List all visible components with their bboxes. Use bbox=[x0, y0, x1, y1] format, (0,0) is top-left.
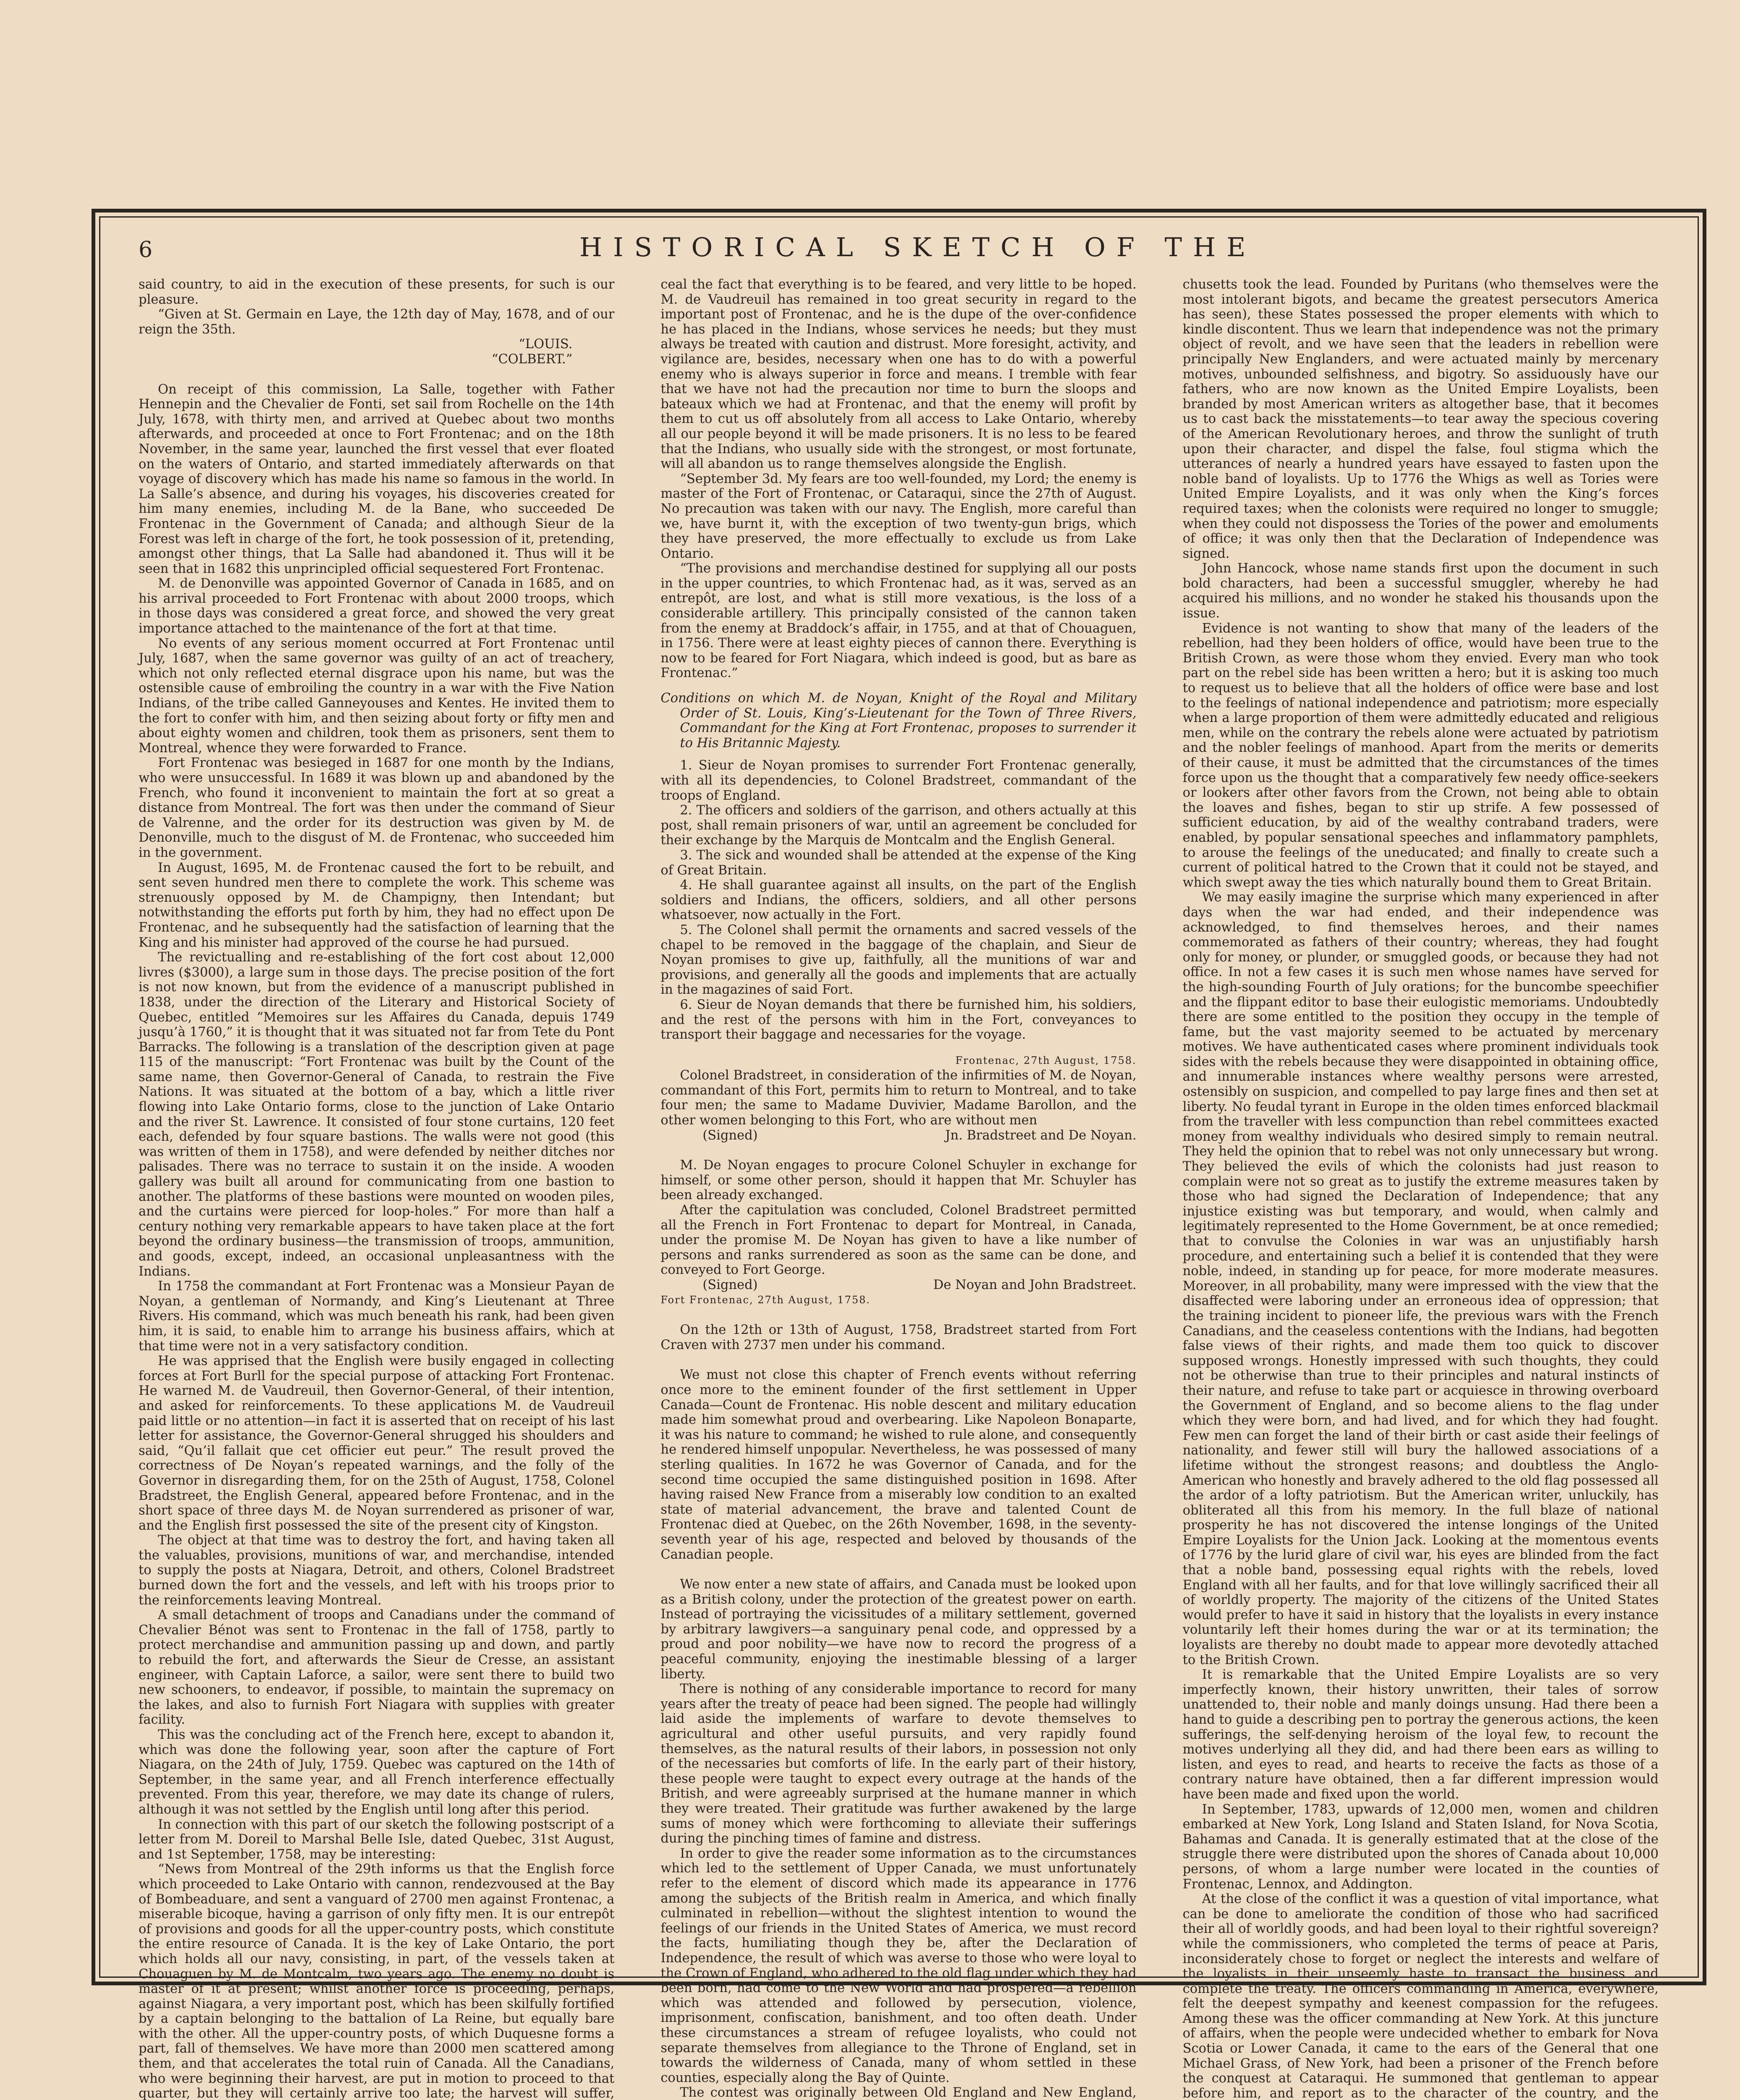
article-2: 2. The officers and soldiers of the garrison, and others actually at this post, shall remain prisoners of war, until an agreement be concluded for their exchange by the Marquis de Montcalm and the English General. bbox=[660, 803, 1137, 848]
paragraph: In September, 1783, upwards of 12,000 men, women and children embarked at New York, Long Island and Staten Island, for Nova Scotia, Bahamas and Canada. It is generally estimated that at the close of the struggle there were distributed upon the shores of Canada about 10,000 persons, of whom a large number were located in the counties of Frontenac, Lennox, and Addington. bbox=[1182, 1802, 1659, 1892]
conditions-heading: Conditions on which M. de Noyan, Knight of the Royal and Military Order of St. Louis, King’s-Lieutenant for the Town of Three Rivers, Commandant for the King at Fort Frontenac, proposes to surrender it to His Britannic Majesty. bbox=[660, 691, 1137, 751]
signed-names: Jn. Bradstreet and De Noyan. bbox=[945, 1128, 1137, 1143]
paragraph: A small detachment of troops and Canadians under the command of Chevalier Bénot was sent to Frontenac in the fall of 1758, partly to protect merchandise and ammunition passing up and down, and partly to rebuild the fort, and afterwards the Sieur de Cresse, an assistant engineer, with Captain Laforce, a sailor, were sent there to build two new schooners, to endeavor, if possible, to maintain the supremacy on the lakes, and also to furnish Fort Niagara with supplies with greater facility. bbox=[139, 1608, 615, 1727]
column-2 bbox=[660, 277, 1137, 2100]
signed-label: (Signed) bbox=[702, 1278, 758, 1292]
dateline-frontenac: Frontenac, 27th August, 1758. bbox=[955, 1054, 1137, 1066]
signed-row-2 bbox=[660, 1278, 1136, 1293]
paragraph: In August, 1695, M. de Frontenac caused the fort to be rebuilt, and sent seven hundred men there to complete the work. This scheme was strenuously opposed by M. de Champigny, then Intendant; but notwithstanding the efforts put forth by him, they had no effect upon De Frontenac, and he subsequently had the satisfaction of learning that the King and his minister had approved of the course he had pursued. bbox=[139, 860, 615, 950]
paragraph: It is remarkable that the United Empire Loyalists are so very imperfectly known, their history unwritten, their tales of sorrow unattended to, their noble and manly doings unsung. Had there been a hand to guide a describing pen to portray the generous actions, the keen sufferings, the self-denying heroism of the loyal few, to recount the motives underlying all they did, and had there been ears as willing to listen, and eyes to read, and hearts to receive the facts as those of a contrary nature have obtained, then a far different impression would have been made and fixed upon the world. bbox=[1182, 1667, 1659, 1802]
paragraph: Colonel Bradstreet, in consideration of the infirmities of M. de Noyan, commandant of this Fort, permits him to return to Montreal, and to take four men; the same to Madame Duvivier, Madame Barollon, and the other women belonging to this Fort, who are without men bbox=[660, 1068, 1137, 1128]
paragraph: After the capitulation was concluded, Colonel Bradstreet permitted all the French in Fort Frontenac to depart for Montreal, in Canada, under the promise M. De Noyan has given to have a like number of persons and ranks surrendered as soon as the same can be done, and conveyed to Fort George. bbox=[660, 1203, 1137, 1278]
paragraph: The contest was originally between Old England and New England, bbox=[680, 2085, 1137, 2100]
text-columns bbox=[139, 277, 1659, 2100]
paragraph: He was apprised that the English were busily engaged in collecting forces at Fort Burll for the special purpose of attacking Fort Frontenac. He warned M. de Vaudreuil, then Governor-General, of their intention, and asked for reinforcements. To these applications M. de Vaudreuil paid little or no attention—in fact it is asserted that on receipt of his last letter for assistance, the Governor-General shrugged his shoulders and said, “Qu’il fallait que cet officier eut peur.” The result proved the correctness of De Noyan’s repeated warnings, and the folly of the Governor in disregarding them, for on the 25th of August, 1758, Colonel Bradstreet, the English General, appeared before Frontenac, and in the short space of three days M. de Noyan surrendered as prisoner of war, and the English first possessed the site of the present city of Kingston. bbox=[139, 1354, 615, 1533]
dateline-fort-frontenac: Fort Frontenac, 27th August, 1758. bbox=[660, 1294, 871, 1306]
paragraph: We now enter a new state of affairs, and Canada must be looked upon as a British colony, under the protection of the greatest power on earth. Instead of portraying the vicissitudes of a military settlement, governed by arbitrary lawgivers—a sanguinary penal code, and oppressed by a proud and poor nobility—we have now to record the progress of a peaceful community, enjoying the inestimable blessing of a larger liberty. bbox=[660, 1577, 1137, 1682]
signature-colbert: “COLBERT.” bbox=[491, 352, 573, 367]
article-1: 1. Sieur de Noyan promises to surrender Fort Frontenac generally, with all its dependencies, to Colonel Bradstreet, commandant of the troops of England. bbox=[660, 758, 1137, 803]
paragraph: The revictualling and re-establishing of the fort cost about 12,000 livres ($3000), a large sum in those days. The precise position of the fort is not now known, but from the evidence of a manuscript published in 1838, under the direction of the Literary and Historical Society of Quebec, entitled “Memoires sur les Affaires du Canada, depuis 1749 jusqu’à 1760,” it is thought that it was situated not far from Tete du Pont Barracks. The following is a translation of the description given at page 115 of the manuscript: “Fort Frontenac was built by the Count of the same name, then Governor-General of Canada, to restrain the Five Nations. It was situated at the bottom of a bay, which a little river flowing into Lake Ontario forms, close to the junction of Lake Ontario and the river St. Lawrence. It consisted of four stone curtains, 120 feet each, defended by four square bastions. The walls were not good (this was written of them in 1758), and were defended by neither ditches nor palisades. There was no terrace to sustain it on the inside. A wooden gallery was built all around for communicating from one bastion to another. The platforms of these bastions were mounted on wooden piles, and the curtains were pierced for loop-holes.” For more than half a century nothing very remarkable appears to have taken place at the fort beyond the ordinary business—the transmission of troops, ammunition, and goods, except, indeed, an occasional unpleasantness with the Indians. bbox=[139, 950, 615, 1279]
signed-row-1 bbox=[660, 1128, 1136, 1143]
paragraph: said country, to aid in the execution of these presents, for such is our pleasure. bbox=[139, 277, 615, 307]
paragraph: Fort Frontenac was besieged in 1687 for one month by the Indians, who were unsuccessful. In 1689 it was blown up and abandoned by the French, who found it inconvenient to maintain the fort at so great a distance from Montreal. The fort was then under the command of Sieur de Valrenne, and the order for its destruction was given by M. de Denonville, much to the disgust of M. de Frontenac, who succeeded him in the government. bbox=[139, 756, 615, 860]
paragraph: “News from Montreal of the 29th informs us that the English force which proceeded to Lake Ontario with cannon, rendezvoused at the Bay of Bombeaduare, and sent a vanguard of 2700 men against Frontenac, a miserable bicoque, having a garrison of only fifty men. It is our entrepôt of provisions and goods for all the upper-country posts, which constitute the entire resource of Canada. It is the key of Lake Ontario, the port which holds all our navy, consisting, in part, of the vessels taken at Chouaguen by M. de Montcalm, two years ago. The enemy no doubt is master of it at present; whilst another force is proceeding, perhaps, against Niagara, a very important post, which has been skilfully fortified by a captain belonging to the battalion of La Reine, but equally bare with the other. All the upper-country posts, of which Duquesne forms a part, fall of themselves. We have more than 2000 men scattered among them, and that accelerates the total ruin of Canada. All the Canadians, who were beginning their harvest, are put in motion to proceed to that quarter, but they will certainly arrive too late; the harvest will suffer, bbox=[139, 1862, 615, 2100]
paragraph: In connection with this part of our sketch the following postscript of a letter from M. Doreil to Marshal Belle Isle, dated Quebec, 31st August, and 1st September, 1758, may be interesting: bbox=[139, 1817, 615, 1862]
paragraph: Evidence is not wanting to show that many of the leaders of the rebellion, had they been holders of office, would have been true to the British Crown, as were those whom they envied. Every man who took part on the rebel side has been written a hero; but it is asking too much to request us to believe that all the holders of office were base and lost to the feelings of national independence and patriotism; more especially when a large proportion of them were admittedly educated and religious men, while on the contrary the rebels alone were actuated by patriotism and the nobler feelings of manhood. Apart from the merits or demerits of their cause, it must be admitted that the circumstances of the times force upon us the thought that a comparatively few needy office-seekers or lookers after other favors from the Crown, not being able to obtain the loaves and fishes, began to stir up strife. A few possessed of sufficient education, by aid of the wealthy contraband traders, were enabled, by popular sensational speeches and inflammatory pamphlets, to arouse the feelings of the uneducated; and finally to create such a current of political hatred to the Crown that it could not be stayed, and which swept away the ties which naturally bound them to Great Britain. bbox=[1182, 621, 1659, 890]
paragraph: There is nothing of any considerable importance to record for many years after the treaty of peace had been signed. The people had willingly laid aside the implements of warfare to devote themselves to agricultural and other useful pursuits, and very rapidly found themselves, as the natural results of their labors, in possession not only of the necessaries but comforts of life. In the early part of their history, these people were taught to expect every outrage at the hands of the British, and were agreeably surprised at the humane manner in which they were treated. Their gratitude was further awakened by the large sums of money which were forthcoming to alleviate their sufferings during the pinching times of famine and distress. bbox=[660, 1682, 1137, 1846]
paragraph: The object at that time was to destroy the fort, and having taken all the valuables, provisions, munitions of war, and merchandise, intended to supply the posts at Niagara, Detroit, and others, Colonel Bradstreet burned down the fort and the vessels, and left with his troops prior to the reinforcements leaving Montreal. bbox=[139, 1533, 615, 1608]
article-6: 6. Sieur de Noyan demands that there be furnished him, his soldiers, and the rest of the persons with him in the Fort, conveyances to transport their baggage and necessaries for the voyage. bbox=[660, 997, 1137, 1042]
paragraph: John Hancock, whose name stands first upon the document in such bold characters, had been a successful smuggler, whereby he had acquired his millions, and no wonder he staked his thousands upon the issue. bbox=[1182, 561, 1659, 621]
paragraph: We must not close this chapter of French events without referring once more to the eminent founder of the first settlement in Upper Canada—Count de Frontenac. His noble descent and military education made him somewhat proud and overbearing. Like Napoleon Bonaparte, it was his nature to command; he wished to rule alone, and consequently he rendered himself unpopular. Nevertheless, he was possessed of many sterling qualities. In 1672 he was Governor of Canada, and for the second time occupied the same distinguished position in 1698. After having raised New France from a miserably low condition to an exalted state of material advancement, the brave and talented Count de Frontenac died at Quebec, on the 26th November, 1698, in the seventy-seventh year of his age, respected and beloved by thousands of the Canadian people. bbox=[660, 1368, 1137, 1562]
paragraph: ceal the fact that everything is to be feared, and very little to be hoped. M. de Vaudreuil has remained in too great security in regard to the important post of Frontenac, and he is the dupe of the over-confidence he has placed in the Indians, whose services he needs; but they must always be treated with caution and distrust. More foresight, activity, and vigilance are, besides, necessary when one has to do with a powerful enemy who is always superior in force and means. I tremble with fear that we have not had the precaution nor time to burn the sloops and bateaux which we had at Frontenac, and that the enemy will profit by them to cut us off absolutely from all access to Lake Ontario, whereby all our people beyond it will be made prisoners. It is no less to be feared that the Indians, who usually side with the strongest, or most fortunate, will all abandon us to range themselves alongside the English. bbox=[660, 277, 1137, 472]
paragraph: “Given at St. Germain en Laye, the 12th day of May, 1678, and of our reign the 35th. bbox=[139, 307, 615, 337]
column-1 bbox=[139, 277, 615, 2100]
paragraph: chusetts took the lead. Founded by Puritans (who themselves were the most intolerant bigots, and became the greatest persecutors America has seen), these States possessed the proper elements with which to kindle discontent. Thus we learn that independence was not the primary object of revolt, and we have seen that the leaders in rebellion were principally New Englanders, and were actuated mainly by mercenary motives, unbounded selfishness, and bigotry. So assiduously have our fathers, who are now known as the United Empire Loyalists, been branded by most American writers as altogether base, that it becomes us to cast back the misstatements—to tear away the specious covering of the American Revolutionary heroes, and throw the sunlight of truth upon their character, and dispel the false, foul stigma which the utterances of nearly a hundred years have essayed to fasten upon the noble band of loyalists. Up to 1776 the Whigs as well as Tories were United Empire Loyalists, and it was only when the King’s forces required taxes; when the colonists were required no longer to smuggle; when they could not dispossess the Tories of the power and emoluments of office; it was only then that the Declaration of Independence was signed. bbox=[1182, 277, 1659, 561]
signed-label: (Signed) bbox=[702, 1128, 758, 1143]
paragraph: “The provisions and merchandise destined for supplying all our posts in the upper countries, to which Frontenac had, as it was, served as an entrepôt, are lost, and what is still more vexatious, is the loss of a considerable artillery. This principally consisted of the cannon taken from the enemy at Braddock’s affair, in 1755, and at that of Chouaguen, in 1756. There were at least eighty pieces of cannon there. Everything is now to be feared for Fort Niagara, which indeed is good, but as bare as Frontenac.” bbox=[660, 561, 1137, 681]
paragraph: In order to give the reader some information as to the circumstances which led to the settlement of Upper Canada, we must unfortunately refer to the element of discord which made its appearance in 1776 among the subjects of the British realm in America, and which finally culminated in rebellion—without the slightest intention to wound the feelings of our friends in the United States of America, we must record the facts, humiliating though they be, after the Declaration of Independence, the result of which was averse to those who were loyal to the Crown of England, who adhered to the old flag under which they had been born, had come to the New World and had prospered—a rebellion which was attended and followed by persecution, violence, imprisonment, confiscation, banishment, and too often death. Under these circumstances a stream of refugee loyalists, who could not separate themselves from allegiance to the Throne of England, set in towards the wilderness of Canada, many of whom settled in these counties, especially along the Bay of Quinte. bbox=[660, 1846, 1137, 2085]
paragraph: On receipt of this commission, La Salle, together with Father Hennepin and the Chevalier de Fonti, set sail from Rochelle on the 14th July, 1678, with thirty men, and arrived at Quebec about two months afterwards, and proceeded at once to Fort Frontenac; and on the 18th November, in the same year, launched the first vessel that ever floated on the waters of Ontario, and started immediately afterwards on that voyage of discovery which has made his name so famous in the world. In La Salle’s absence, and during his voyages, his discoveries created for him many enemies, including M. de la Bane, who succeeded De Frontenac in the Government of Canada; and although Sieur de la Forest was left in charge of the fort, he took possession of it, pretending, amongst other things, that La Salle had abandoned it. Thus will it be seen that in 1682 this unprincipled official sequestered Fort Frontenac. bbox=[139, 382, 615, 576]
page-number: 6 bbox=[139, 237, 154, 262]
paragraph: This was the concluding act of the French here, except to abandon it, which was done the following year, soon after the capture of Fort Niagara, on the 24th of July, 1759. Quebec was captured on the 14th of September, in the same year, and all French interference effectually prevented. From this year, therefore, we may date its change of rulers, although it was not settled by the English until long after this period. bbox=[139, 1727, 615, 1817]
article-4: 4. He shall guarantee against all insults, on the part of the English soldiers and Indians, the officers, soldiers, and all other persons whatsoever, now actually in the Fort. bbox=[660, 878, 1137, 923]
signature-louis: “LOUIS. bbox=[519, 337, 573, 352]
paragraph: No events of any serious moment occurred at Fort Frontenac until July, 1687, when the same governor was guilty of an act of treachery, which not only reflected eternal disgrace upon his name, but was the ostensible cause of embroiling the country in a war with the Five Nation Indians, of the tribe called Ganneyouses and Kentes. He invited them to the fort to confer with him, and then seizing about forty or fifty men and about eighty women and children, took them as prisoners, sent them to Montreal, whence they were forwarded to France. bbox=[139, 636, 615, 756]
column-3 bbox=[1182, 277, 1659, 2100]
signed-names: De Noyan and John Bradstreet. bbox=[933, 1278, 1137, 1292]
article-5: 5. The Colonel shall permit the ornaments and sacred vessels of the chapel to be removed in the baggage of the chaplain, and Sieur de Noyan promises to give up, faithfully, all the munitions of war and provisions, and generally all the goods and implements that are actually in the magazines of said Fort. bbox=[660, 922, 1137, 998]
paragraph: “September 3d. My fears are too well-founded, my Lord; the enemy is master of the Fort of Frontenac, or Cataraqui, since the 27th of August. No precaution was taken with our navy. The English, more careful than we, have burnt it, with the exception of two twenty-gun brigs, which they have preserved, the more effectually to exclude us from Lake Ontario. bbox=[660, 471, 1137, 561]
paragraph: We may easily imagine the surprise which many experienced in after days when the war had ended, and their independence was acknowledged, to find themselves heroes, and their names commemorated as fathers of their country; whereas, they had fought only for money, or plunder, or smuggled goods, or because they had not office. In not a few cases it is such men whose names have served for the high-sounding Fourth of July orations; for the buncombe speechifier and the flippant editor to base their eulogistic memoriams. Undoubtedly there are some entitled to the position they occupy in the temple of fame, but the vast majority seemed to be actuated by mercenary motives. We have authenticated cases where prominent individuals took sides with the rebels because they were disappointed in obtaining office, and innumerable instances where wealthy persons were arrested, ostensibly on suspicion, and compelled to pay large fines and then set at liberty. No feudal tyrant in Europe in the olden times enforced blackmail from the traveller with less compunction than rebel committees exacted money from wealthy individuals who desired simply to remain neutral. They held the opinion that to rebel was not only unnecessary but wrong. They believed the evils of which the colonists had just reason to complain were not so great as to justify the extreme measures taken by those who had signed the Declaration of Independence; that any injustice existing was but temporary, and would, when calmly and legitimately represented to the Home Government, be at once remedied; that to convulse the Colonies in war was an unjustifiably harsh procedure, and entertaining such a belief it is contended that they were noble, indeed, in standing up for peace, for more moderate measures. Moreover, in all probability, many were impressed with the view that the disaffected were laboring under an erroneous idea of oppression; that the training incident to pioneer life, the previous wars with the French Canadians, and the ceaseless contentions with the Indians, had begotten false views of their rights, and made them too quick to discover supposed wrongs. Honestly impressed with such thoughts, they could not be otherwise than true to their principles and natural instincts of their nature, and refuse to take part or acquiesce in throwing overboard the Government of England, and so become aliens to the flag under which they were born, and had lived, and for which they had fought. Few men can forget the land of their birth or cast aside their feelings of nationality, and fewer still will bury the hallowed associations of a lifetime without the strongest reasons; and doubtless the Anglo-American who honestly and bravely adhered to the old flag possessed all the ardor of a lofty patriotism. But the American writer, unluckily, has obliterated all this from his memory. In the full blaze of national prosperity he has not discovered the intense longings of the United Empire Loyalists for the Union Jack. Looking at the momentous events of 1776 by the lurid glare of civil war, his eyes are blinded from the fact that a noble band, possessing equal rights with the rebels, loved England with all her faults, and for that love willingly sacrificed their all of worldly property. The majority of the citizens of the United States would prefer to have it said in history that the loyalists in every instance voluntarily left their homes during the war or at its termination; the loyalists are thereby no doubt made to appear more devotedly attached to the British Crown. bbox=[1182, 890, 1659, 1667]
paragraph: M. De Noyan engages to procure Colonel Schuyler in exchange for himself, or some other person, should it happen that Mr. Schuyler has been already exchanged. bbox=[660, 1158, 1137, 1203]
paragraph: On the 12th or 13th of August, 1758, Bradstreet started from Fort Craven with 2737 men under his command. bbox=[660, 1323, 1137, 1352]
article-3: 3. The sick and wounded shall be attended at the expense of the King of Great Britain. bbox=[660, 848, 1137, 878]
running-head: HISTORICAL SKETCH OF THE bbox=[579, 232, 1257, 262]
paragraph: In 1758 the commandant at Fort Frontenac was a Monsieur Payan de Noyan, a gentleman of Normandy, and King’s Lieutenant at Three Rivers. His command, which was much beneath his rank, had been given him, it is said, to enable him to arrange his business affairs, which at that time were not in a very satisfactory condition. bbox=[139, 1279, 615, 1354]
paragraph: At the close of the conflict it was a question of vital importance, what can be done to ameliorate the condition of those who had sacrificed their all of worldly goods, and had been loyal to their rightful sovereign? while the commissioners, who completed the terms of peace at Paris, inconsiderately chose to forget or neglect the interests and welfare of the loyalists in their unseemly haste to transact the business and complete the treaty. The officers commanding in America, everywhere, felt the deepest sympathy and keenest compassion for the refugees. Among these was the officer commanding at New York. At this juncture of affairs, when the people were undecided whether to embark for Nova Scotia or Lower Canada, it came to the ears of the General that one Michael Grass, of New York, had been a prisoner of the French before the conquest at Cataraqui. He summoned that gentleman to appear before him, and report as to the character of the country, and the bbox=[1182, 1892, 1659, 2100]
paragraph: M. de Denonville was appointed Governor of Canada in 1685, and on his arrival proceeded to Fort Frontenac with about 2000 troops, which in those days was considered a great force, and showed the very great importance attached to the maintenance of the fort at that time. bbox=[139, 576, 615, 636]
